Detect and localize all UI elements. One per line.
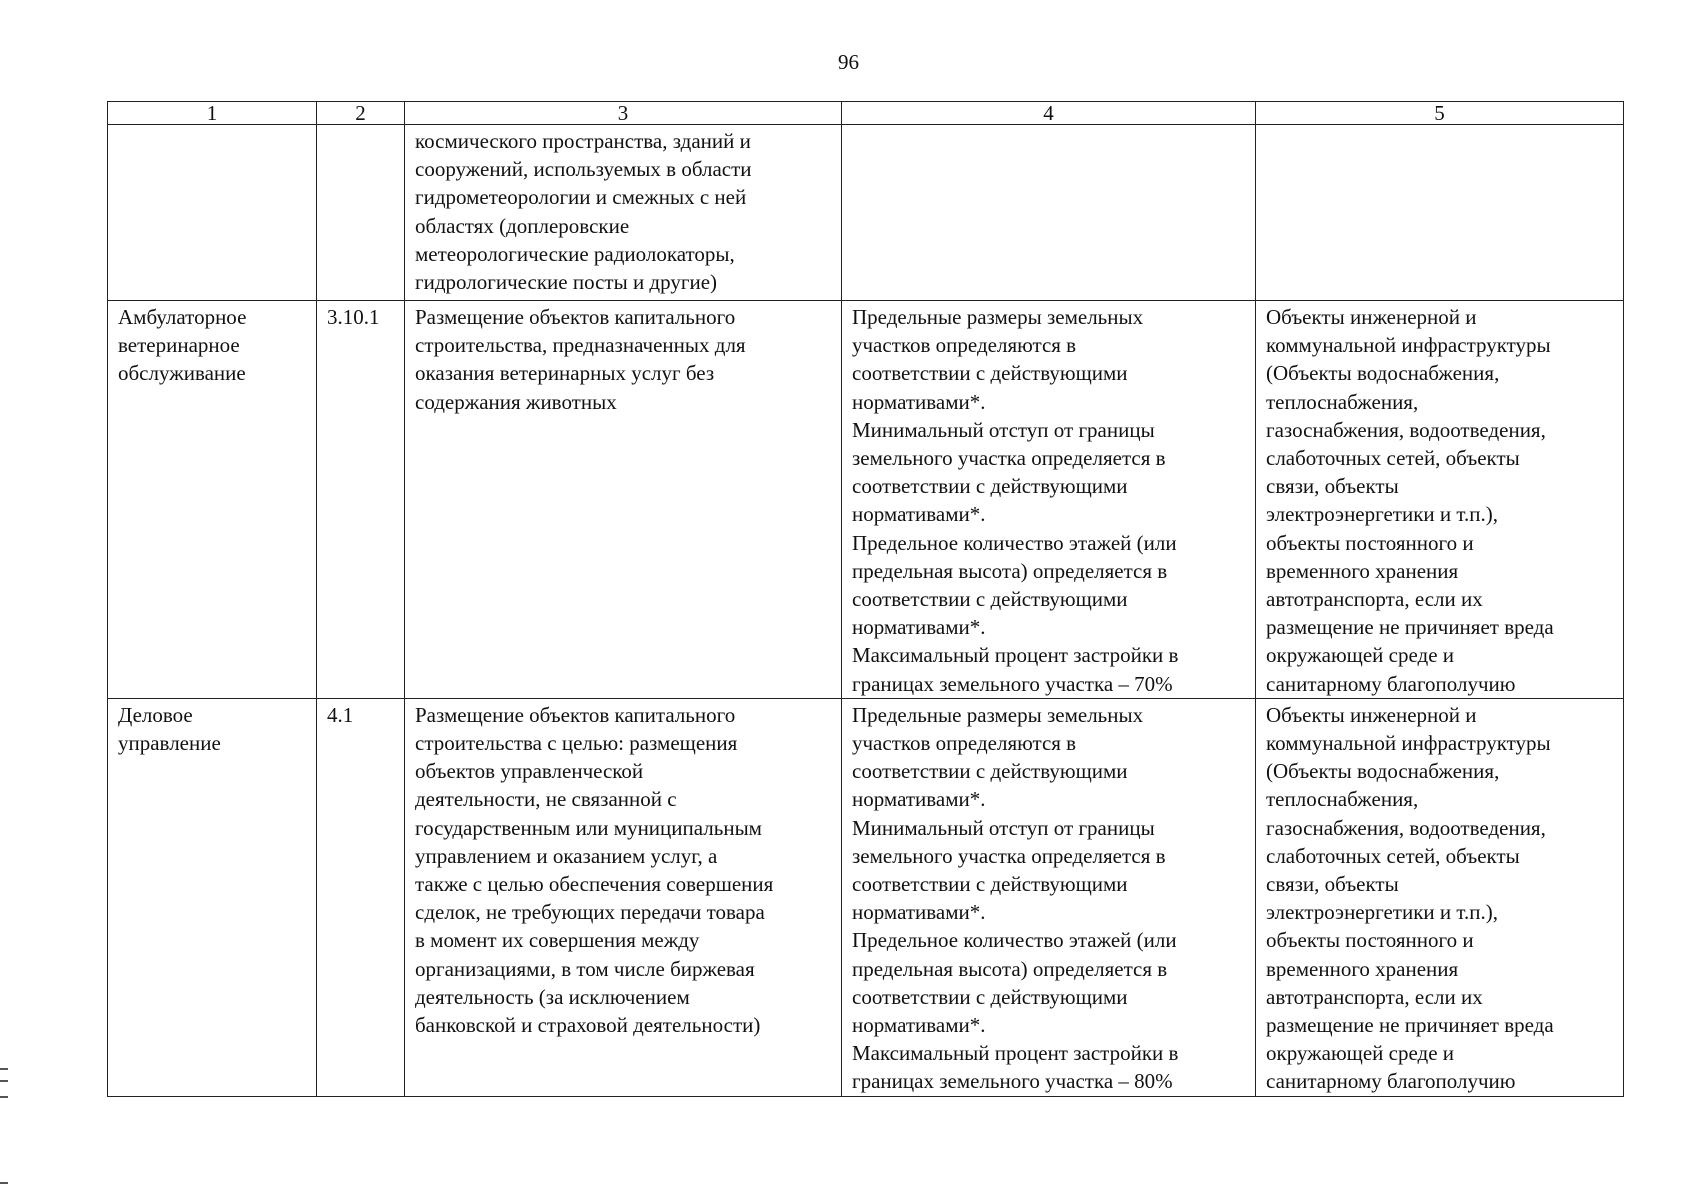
use-name-cell: Деловое управление bbox=[108, 698, 317, 1096]
column-header: 4 bbox=[842, 102, 1256, 125]
table-row bbox=[108, 125, 1624, 301]
use-name-cell bbox=[108, 125, 317, 301]
use-name-cell: Амбулаторное ветеринарное обслуживание bbox=[108, 301, 317, 699]
table-row bbox=[108, 698, 1624, 1096]
column-header: 5 bbox=[1256, 102, 1624, 125]
scan-margin-mark bbox=[0, 1068, 8, 1098]
page-number: 96 bbox=[838, 50, 859, 74]
use-description-cell: Размещение объектов капитального строительства, предназначенных для оказания ветеринарных услуг без содержания животных bbox=[405, 301, 842, 699]
infrastructure-cell: Объекты инженерной и коммунальной инфраструктуры (Объекты водоснабжения, теплоснабжения, газоснабжения, водоотведения, слаботочных сетей, объекты связи, объекты электроэнергетики и т.п.), объекты постоянного и временного хранения автотранспорта, если их размещение не причиняет вреда окружающей среде и санитарному благополучию bbox=[1256, 698, 1624, 1096]
infrastructure-cell: Объекты инженерной и коммунальной инфраструктуры (Объекты водоснабжения, теплоснабжения, газоснабжения, водоотведения, слаботочных сетей, объекты связи, объекты электроэнергетики и т.п.), объекты постоянного и временного хранения автотранспорта, если их размещение не причиняет вреда окружающей среде и санитарному благополучию bbox=[1256, 301, 1624, 699]
use-code-cell: 3.10.1 bbox=[317, 301, 405, 699]
infrastructure-cell bbox=[1256, 125, 1624, 301]
use-code-cell bbox=[317, 125, 405, 301]
parameters-cell bbox=[842, 125, 1256, 301]
land-use-table bbox=[107, 101, 1624, 1097]
column-header: 1 bbox=[108, 102, 317, 125]
table-row bbox=[108, 301, 1624, 699]
parameters-cell: Предельные размеры земельных участков определяются в соответствии с действующими нормативами*. Минимальный отступ от границы земельного участка определяется в соответствии с действующими нормативами*. Предельное количество этажей (или предельная высота) определяется в соответствии с действующими нормативами*. Максимальный процент застройки в границах земельного участка – 80% bbox=[842, 698, 1256, 1096]
column-header: 3 bbox=[405, 102, 842, 125]
table-header-row bbox=[108, 102, 1624, 125]
scan-margin-mark-low bbox=[0, 1182, 8, 1184]
use-code-cell: 4.1 bbox=[317, 698, 405, 1096]
parameters-cell: Предельные размеры земельных участков определяются в соответствии с действующими нормативами*. Минимальный отступ от границы земельного участка определяется в соответствии с действующими нормативами*. Предельное количество этажей (или предельная высота) определяется в соответствии с действующими нормативами*. Максимальный процент застройки в границах земельного участка – 70% bbox=[842, 301, 1256, 699]
column-header: 2 bbox=[317, 102, 405, 125]
use-description-cell: Размещение объектов капитального строительства с целью: размещения объектов управленческой деятельности, не связанной с государственным или муниципальным управлением и оказанием услуг, а также с целью обеспечения совершения сделок, не требующих передачи товара в момент их совершения между организациями, в том числе биржевая деятельность (за исключением банковской и страховой деятельности) bbox=[405, 698, 842, 1096]
use-description-cell: космического пространства, зданий и сооружений, используемых в области гидрометеорологии и смежных с ней областях (доплеровские метеорологические радиолокаторы, гидрологические посты и другие) bbox=[405, 125, 842, 301]
